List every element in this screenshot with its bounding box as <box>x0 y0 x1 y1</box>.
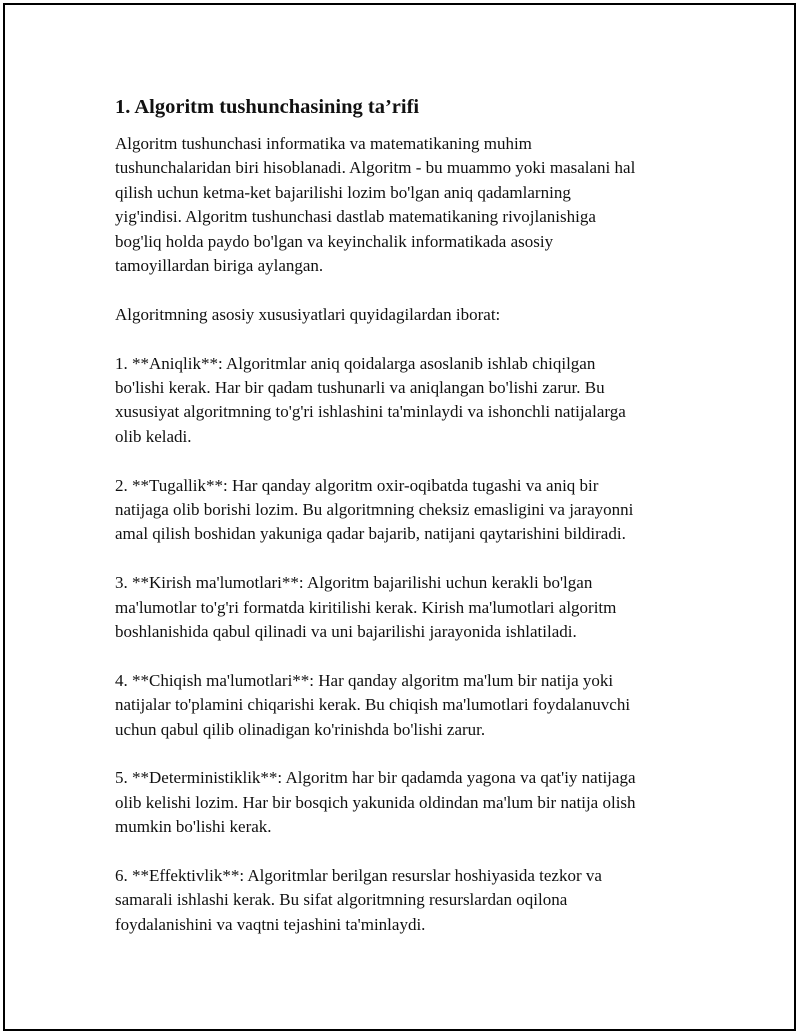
paragraph-property-4: 4. **Chiqish ma'lumotlari**: Har qanday algoritm ma'lum bir natija yoki natijalar to'plamini chiqarishi kerak. Bu chiqish ma'lumotlari foydalanuvchi uchun qabul qilib olinadigan ko'rinishda bo'lishi zarur. <box>115 670 631 739</box>
paragraph-intro: Algoritm tushunchasi informatika va matematikaning muhim tushunchalaridan biri hisoblanadi. Algoritm - bu muammo yoki masalani hal qilish uchun ketma-ket bajarilishi lozim bo'lgan aniq qadamlarning yig'indisi. Algoritm tushunchasi dastlab matematikaning rivojlanishiga bog'liq holda paydo bo'lgan va keyinchalik informatikada asosiy tamoyillardan biriga aylangan. <box>115 134 636 276</box>
document-title: 1. Algoritm tushunchasining ta’rifi <box>115 96 420 118</box>
paragraph-property-5: 5. **Deterministiklik**: Algoritm har bir qadamda yagona va qat'iy natijaga olib kelishi lozim. Har bir bosqich yakunida oldindan ma'lum bir natija olish mumkin bo'lishi kerak. <box>115 768 636 837</box>
paragraph-property-6: 6. **Effektivlik**: Algoritmlar berilgan resurslar hoshiyasida tezkor va samarali ishlashi kerak. Bu sifat algoritmning resurslardan oqilona foydalanishini va vaqtni tejashini ta'minlaydi. <box>115 866 602 934</box>
paragraph-property-2: 2. **Tugallik**: Har qanday algoritm oxir-oqibatda tugashi va aniq bir natijaga olib borishi lozim. Bu algoritmning cheksiz emasligini va jarayonni amal qilish boshidan yakuniga qadar bajarib, natijani qaytarishini bildiradi. <box>115 475 634 544</box>
paragraph-properties-heading: Algoritmning asosiy xususiyatlari quyidagilardan iborat: <box>115 304 501 324</box>
document-body <box>115 93 695 962</box>
paragraph-property-3: 3. **Kirish ma'lumotlari**: Algoritm bajarilishi uchun kerakli bo'lgan ma'lumotlar to'g'ri formatda kiritilishi kerak. Kirish ma'lumotlari algoritm boshlanishida qabul qilinadi va uni bajarilishi jarayonida ishlatiladi. <box>115 573 617 642</box>
paragraph-property-1: 1. **Aniqlik**: Algoritmlar aniq qoidalarga asoslanib ishlab chiqilgan bo'lishi kerak. Har bir qadam tushunarli va aniqlangan bo'lishi zarur. Bu xususiyat algoritmning to'g'ri ishlashini ta'minlaydi va ishonchli natijalarga olib keladi. <box>115 353 626 446</box>
